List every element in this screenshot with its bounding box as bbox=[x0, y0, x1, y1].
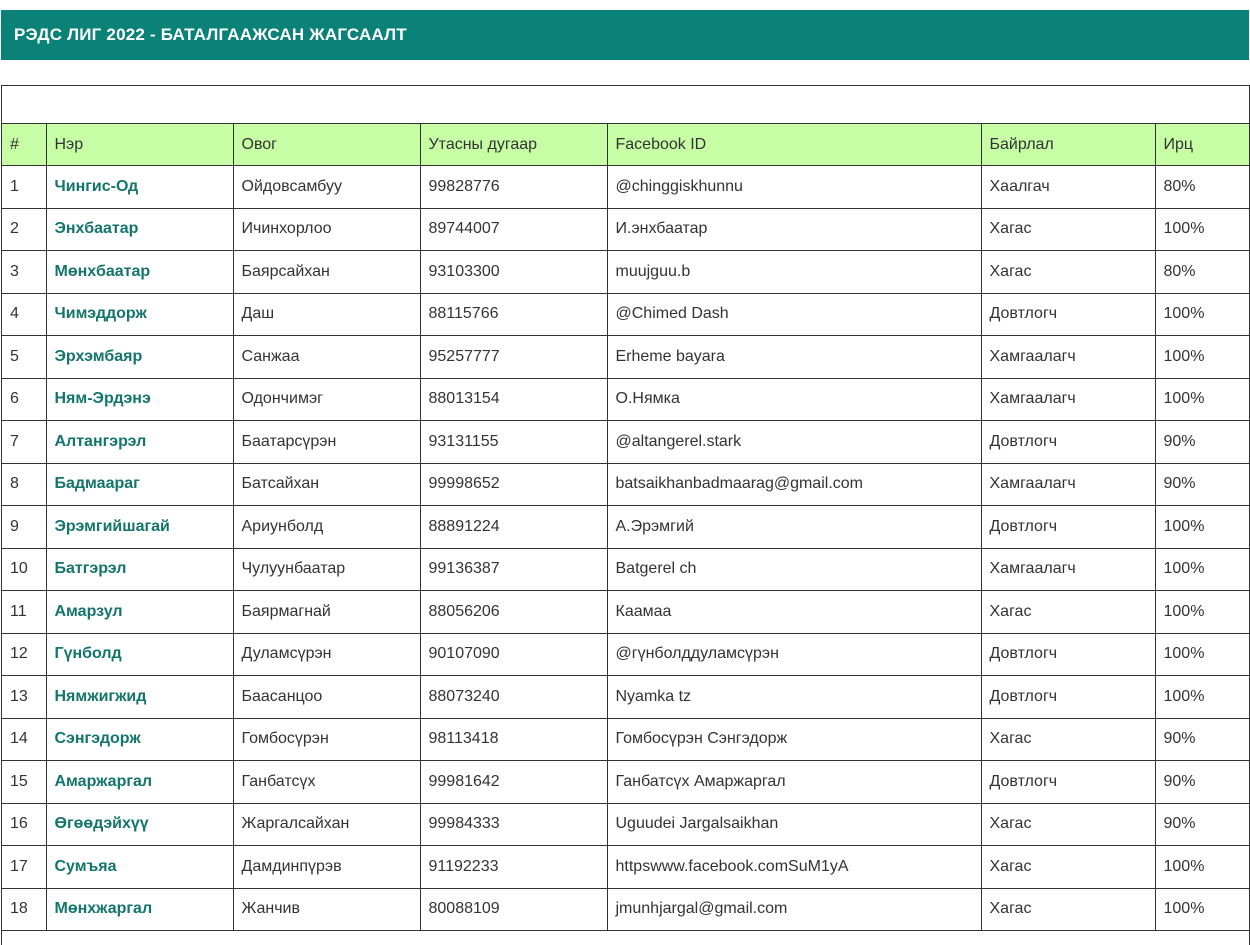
player-name: Нямжигжид bbox=[46, 676, 233, 719]
player-position: Хагас bbox=[981, 803, 1155, 846]
player-name: Амарзул bbox=[46, 591, 233, 634]
attendance: 100% bbox=[1155, 548, 1249, 591]
attendance: 100% bbox=[1155, 293, 1249, 336]
player-position: Хагас bbox=[981, 718, 1155, 761]
row-number: 14 bbox=[2, 718, 46, 761]
phone-number: 88073240 bbox=[420, 676, 607, 719]
row-number: 1 bbox=[2, 166, 46, 209]
player-position: Хамгаалагч bbox=[981, 463, 1155, 506]
row-number: 7 bbox=[2, 421, 46, 464]
attendance: 100% bbox=[1155, 208, 1249, 251]
player-name: Ням-Эрдэнэ bbox=[46, 378, 233, 421]
table-caption-row bbox=[2, 86, 1249, 124]
phone-number: 99998652 bbox=[420, 463, 607, 506]
table-row bbox=[2, 208, 1249, 251]
player-position: Хагас bbox=[981, 251, 1155, 294]
table-row bbox=[2, 718, 1249, 761]
attendance: 100% bbox=[1155, 846, 1249, 889]
player-position: Довтлогч bbox=[981, 506, 1155, 549]
player-surname: Гомбосүрэн bbox=[233, 718, 420, 761]
table-row bbox=[2, 421, 1249, 464]
table-header-row bbox=[2, 124, 1249, 166]
player-surname: Ганбатсүх bbox=[233, 761, 420, 804]
player-surname: Жаргалсайхан bbox=[233, 803, 420, 846]
facebook-id: Каамаа bbox=[607, 591, 981, 634]
player-surname: Батсайхан bbox=[233, 463, 420, 506]
table-row bbox=[2, 633, 1249, 676]
column-header-attendance: Ирц bbox=[1155, 124, 1249, 166]
facebook-id: @chinggiskhunnu bbox=[607, 166, 981, 209]
phone-number: 93103300 bbox=[420, 251, 607, 294]
facebook-id: Batgerel ch bbox=[607, 548, 981, 591]
row-number: 12 bbox=[2, 633, 46, 676]
attendance: 100% bbox=[1155, 378, 1249, 421]
phone-number: 80088109 bbox=[420, 888, 607, 931]
player-position: Довтлогч bbox=[981, 761, 1155, 804]
player-surname: Жанчив bbox=[233, 888, 420, 931]
player-name: Гүнболд bbox=[46, 633, 233, 676]
player-position: Довтлогч bbox=[981, 421, 1155, 464]
facebook-id: Ганбатсүх Амаржаргал bbox=[607, 761, 981, 804]
phone-number: 90107090 bbox=[420, 633, 607, 676]
player-name: Батгэрэл bbox=[46, 548, 233, 591]
player-name: Сэнгэдорж bbox=[46, 718, 233, 761]
column-header-name: Нэр bbox=[46, 124, 233, 166]
attendance: 90% bbox=[1155, 761, 1249, 804]
phone-number: 99984333 bbox=[420, 803, 607, 846]
phone-number: 88891224 bbox=[420, 506, 607, 549]
column-header-position: Байрлал bbox=[981, 124, 1155, 166]
table-row bbox=[2, 293, 1249, 336]
player-name: Алтангэрэл bbox=[46, 421, 233, 464]
phone-number: 98113418 bbox=[420, 718, 607, 761]
player-surname: Чулуунбаатар bbox=[233, 548, 420, 591]
player-name: Мөнхбаатар bbox=[46, 251, 233, 294]
row-number: 2 bbox=[2, 208, 46, 251]
row-number: 10 bbox=[2, 548, 46, 591]
row-number: 15 bbox=[2, 761, 46, 804]
table-row bbox=[2, 846, 1249, 889]
player-position: Хамгаалагч bbox=[981, 378, 1155, 421]
player-position: Хагас bbox=[981, 208, 1155, 251]
facebook-id: @Chimed Dash bbox=[607, 293, 981, 336]
facebook-id: Erheme bayara bbox=[607, 336, 981, 379]
table-row bbox=[2, 591, 1249, 634]
player-name: Эрхэмбаяр bbox=[46, 336, 233, 379]
row-number: 5 bbox=[2, 336, 46, 379]
player-position: Довтлогч bbox=[981, 676, 1155, 719]
player-position: Довтлогч bbox=[981, 633, 1155, 676]
facebook-id: muujguu.b bbox=[607, 251, 981, 294]
player-name: Чимэддорж bbox=[46, 293, 233, 336]
table-row bbox=[2, 251, 1249, 294]
attendance: 80% bbox=[1155, 166, 1249, 209]
player-surname: Одончимэг bbox=[233, 378, 420, 421]
phone-number: 95257777 bbox=[420, 336, 607, 379]
table-row bbox=[2, 506, 1249, 549]
attendance: 100% bbox=[1155, 676, 1249, 719]
player-name: Сумъяа bbox=[46, 846, 233, 889]
phone-number: 99828776 bbox=[420, 166, 607, 209]
attendance: 90% bbox=[1155, 463, 1249, 506]
phone-number: 91192233 bbox=[420, 846, 607, 889]
table-row bbox=[2, 761, 1249, 804]
phone-number: 89744007 bbox=[420, 208, 607, 251]
player-surname: Баярсайхан bbox=[233, 251, 420, 294]
attendance: 100% bbox=[1155, 591, 1249, 634]
table-row bbox=[2, 803, 1249, 846]
page-title: РЭДС ЛИГ 2022 - БАТАЛГААЖСАН ЖАГСААЛТ bbox=[14, 25, 407, 44]
row-number: 11 bbox=[2, 591, 46, 634]
player-surname: Санжаа bbox=[233, 336, 420, 379]
player-name: Энхбаатар bbox=[46, 208, 233, 251]
facebook-id: Nyamka tz bbox=[607, 676, 981, 719]
player-position: Хагас bbox=[981, 888, 1155, 931]
phone-number: 88115766 bbox=[420, 293, 607, 336]
player-name: Эрэмгийшагай bbox=[46, 506, 233, 549]
player-name: Чингис-Од bbox=[46, 166, 233, 209]
roster-table-container bbox=[1, 85, 1250, 945]
player-surname: Баатарсүрэн bbox=[233, 421, 420, 464]
row-number: 16 bbox=[2, 803, 46, 846]
attendance: 90% bbox=[1155, 803, 1249, 846]
table-row bbox=[2, 378, 1249, 421]
facebook-id: httpswww.facebook.comSuM1yA bbox=[607, 846, 981, 889]
column-header-phone: Утасны дугаар bbox=[420, 124, 607, 166]
column-header-surname: Овог bbox=[233, 124, 420, 166]
column-header-facebook: Facebook ID bbox=[607, 124, 981, 166]
player-position: Хамгаалагч bbox=[981, 548, 1155, 591]
row-number: 4 bbox=[2, 293, 46, 336]
table-row bbox=[2, 548, 1249, 591]
row-number: 17 bbox=[2, 846, 46, 889]
table-row bbox=[2, 166, 1249, 209]
player-position: Хамгаалагч bbox=[981, 336, 1155, 379]
row-number: 13 bbox=[2, 676, 46, 719]
facebook-id: batsaikhanbadmaarag@gmail.com bbox=[607, 463, 981, 506]
table-row bbox=[2, 888, 1249, 931]
page-title-bar bbox=[1, 10, 1249, 60]
facebook-id: И.энхбаатар bbox=[607, 208, 981, 251]
row-number: 6 bbox=[2, 378, 46, 421]
roster-table-body bbox=[2, 166, 1249, 931]
table-row bbox=[2, 676, 1249, 719]
facebook-id: А.Эрэмгий bbox=[607, 506, 981, 549]
phone-number: 99981642 bbox=[420, 761, 607, 804]
row-number: 3 bbox=[2, 251, 46, 294]
facebook-id: jmunhjargal@gmail.com bbox=[607, 888, 981, 931]
player-position: Хаалгач bbox=[981, 166, 1155, 209]
player-name: Амаржаргал bbox=[46, 761, 233, 804]
facebook-id: О.Нямка bbox=[607, 378, 981, 421]
player-surname: Дуламсүрэн bbox=[233, 633, 420, 676]
phone-number: 99136387 bbox=[420, 548, 607, 591]
player-surname: Баярмагнай bbox=[233, 591, 420, 634]
player-surname: Даш bbox=[233, 293, 420, 336]
column-header-number: # bbox=[2, 124, 46, 166]
attendance: 100% bbox=[1155, 336, 1249, 379]
player-name: Өгөөдэйхүү bbox=[46, 803, 233, 846]
player-surname: Баасанцоо bbox=[233, 676, 420, 719]
roster-table bbox=[2, 124, 1249, 931]
row-number: 9 bbox=[2, 506, 46, 549]
attendance: 100% bbox=[1155, 633, 1249, 676]
phone-number: 93131155 bbox=[420, 421, 607, 464]
attendance: 100% bbox=[1155, 506, 1249, 549]
facebook-id: @altangerel.stark bbox=[607, 421, 981, 464]
table-row bbox=[2, 336, 1249, 379]
player-surname: Ариунболд bbox=[233, 506, 420, 549]
player-name: Бадмаараг bbox=[46, 463, 233, 506]
phone-number: 88013154 bbox=[420, 378, 607, 421]
attendance: 100% bbox=[1155, 888, 1249, 931]
player-position: Довтлогч bbox=[981, 293, 1155, 336]
attendance: 90% bbox=[1155, 718, 1249, 761]
attendance: 80% bbox=[1155, 251, 1249, 294]
facebook-id: Гомбосүрэн Сэнгэдорж bbox=[607, 718, 981, 761]
player-surname: Ойдовсамбуу bbox=[233, 166, 420, 209]
player-surname: Ичинхорлоо bbox=[233, 208, 420, 251]
table-row bbox=[2, 463, 1249, 506]
phone-number: 88056206 bbox=[420, 591, 607, 634]
facebook-id: @гүнболддуламсүрэн bbox=[607, 633, 981, 676]
attendance: 90% bbox=[1155, 421, 1249, 464]
player-surname: Дамдинпүрэв bbox=[233, 846, 420, 889]
player-name: Мөнхжаргал bbox=[46, 888, 233, 931]
player-position: Хагас bbox=[981, 846, 1155, 889]
player-position: Хагас bbox=[981, 591, 1155, 634]
row-number: 8 bbox=[2, 463, 46, 506]
row-number: 18 bbox=[2, 888, 46, 931]
facebook-id: Uguudei Jargalsaikhan bbox=[607, 803, 981, 846]
